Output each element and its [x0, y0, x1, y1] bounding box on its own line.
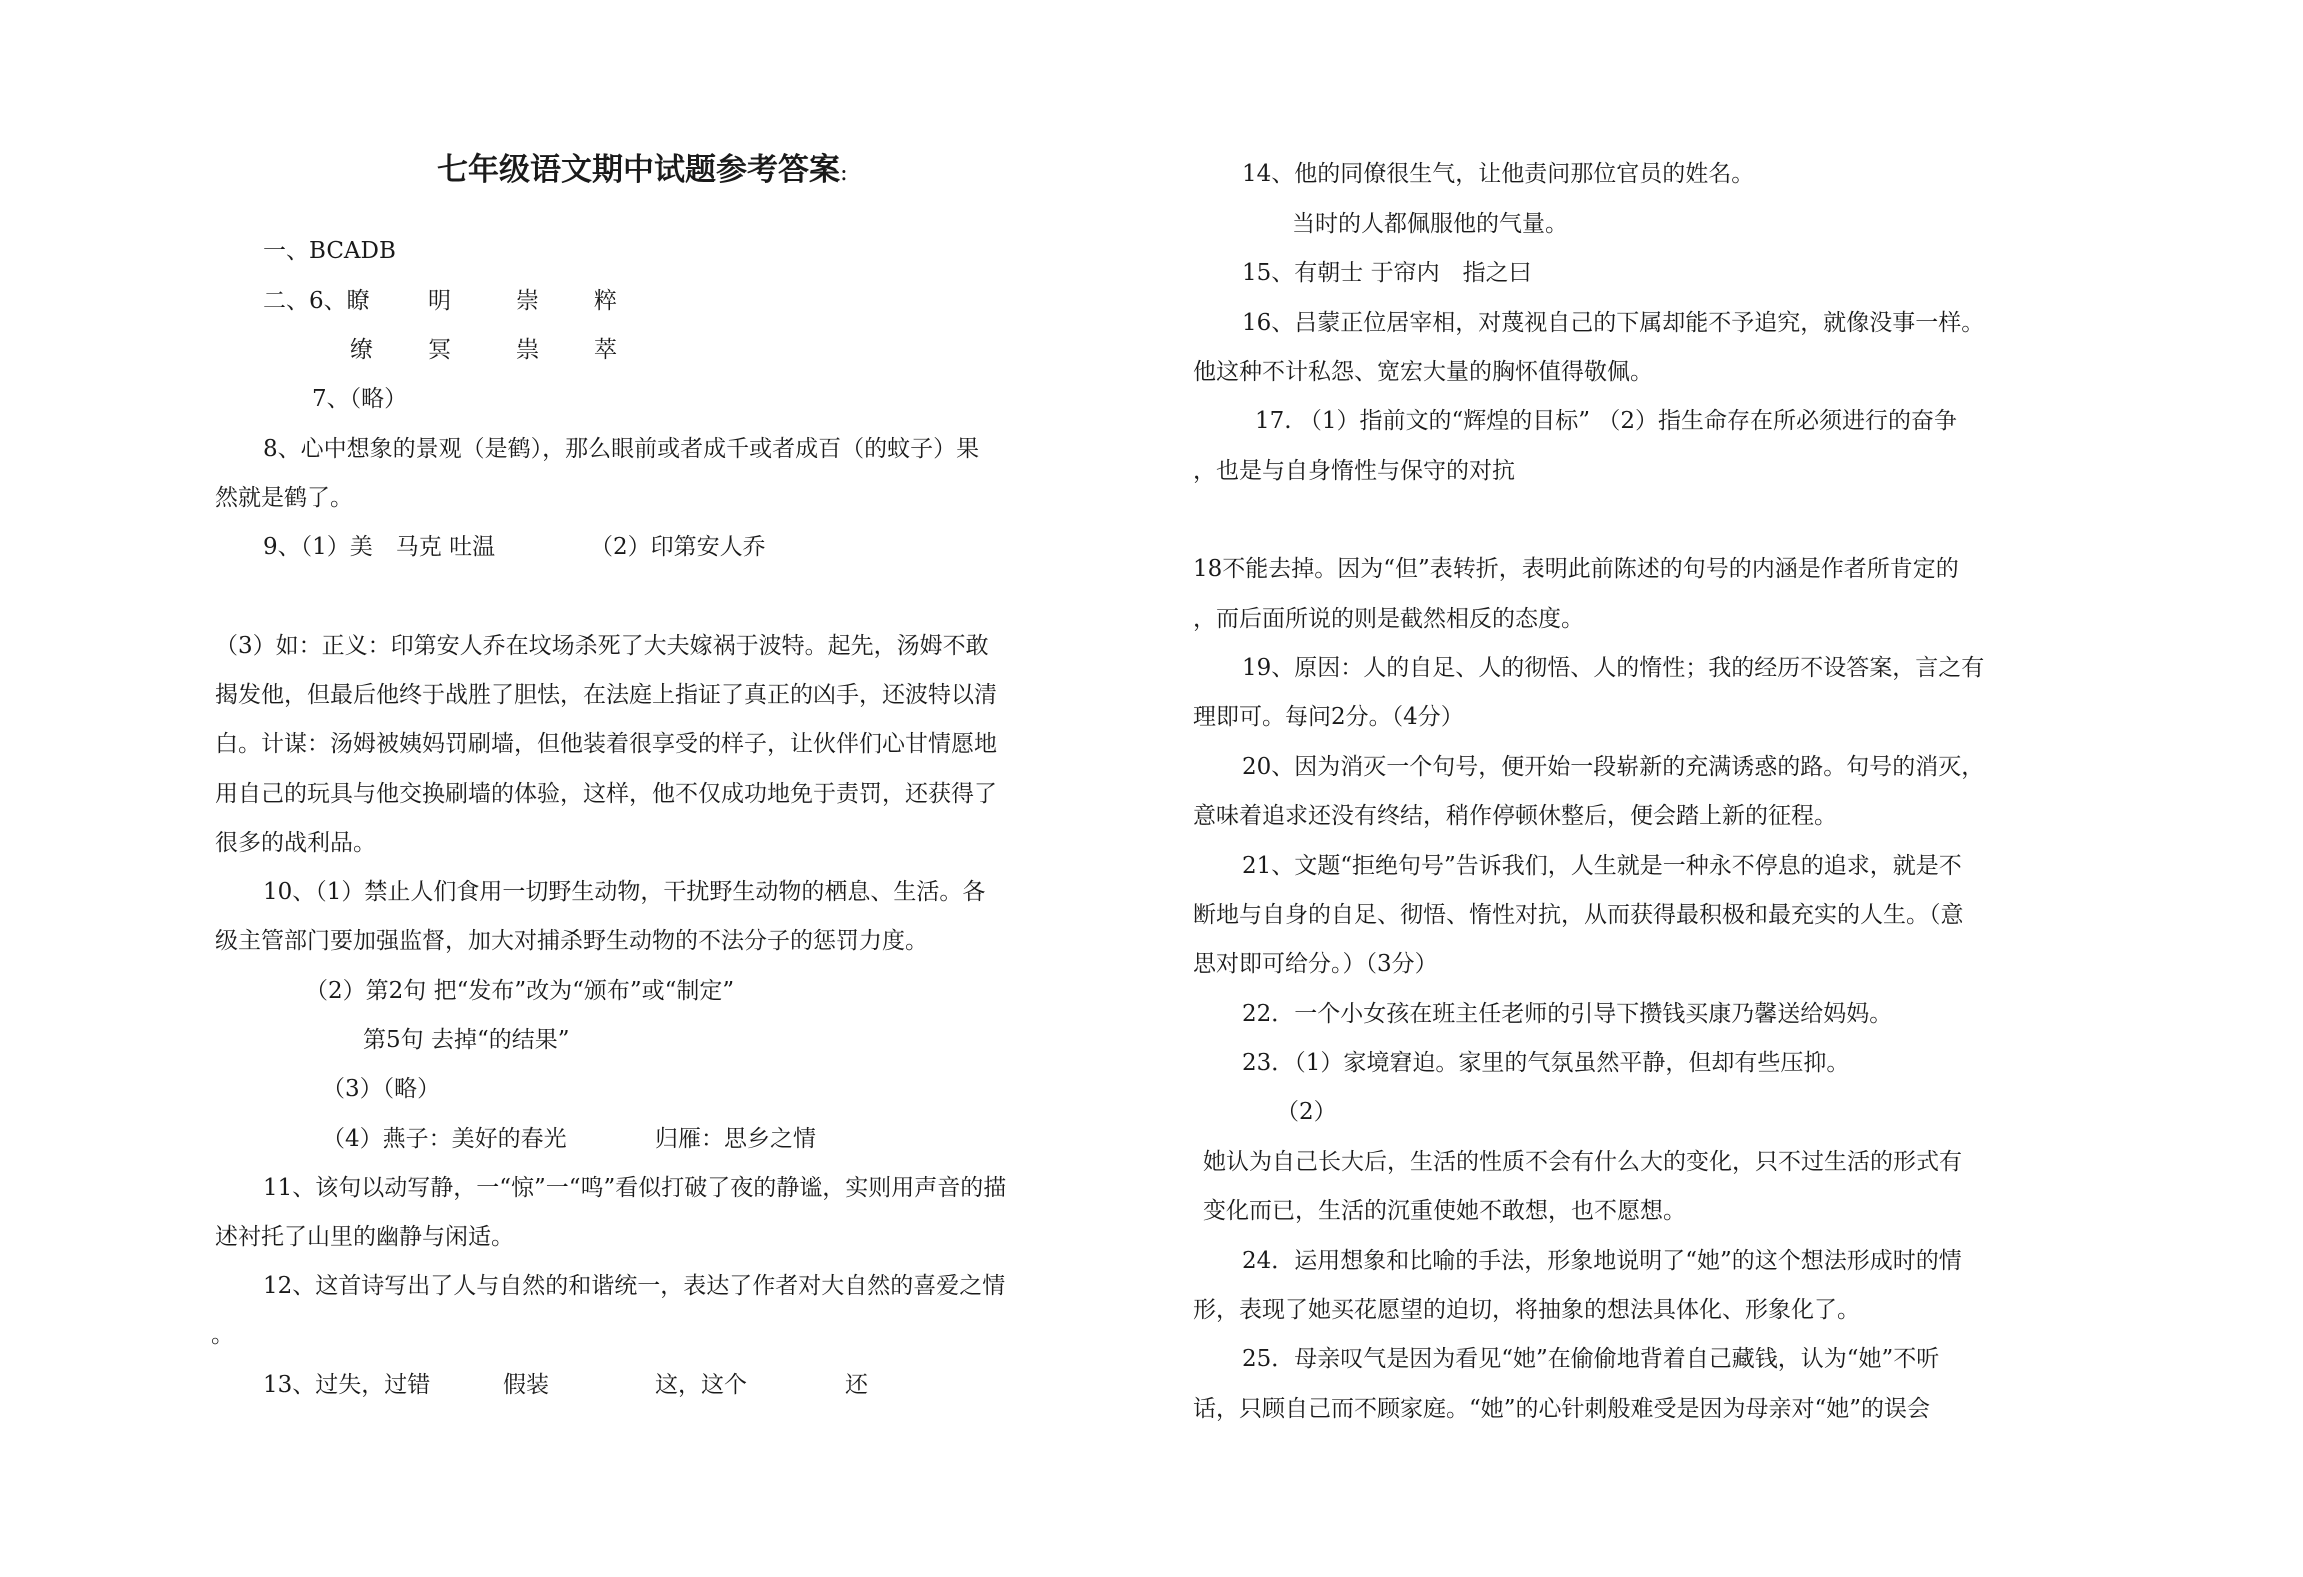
- answer-line-21: 12、这首诗写出了人与自然的和谐统一，表达了作者对大自然的喜爱之情: [263, 1273, 1006, 1299]
- q6-row2-a: 缭: [350, 337, 373, 363]
- q13-b: 假装: [503, 1372, 549, 1398]
- title-colon: :: [840, 160, 848, 186]
- answer-line-r7: ，也是与自身惰性与保守的对抗: [1193, 458, 1515, 484]
- answer-line-2: [263, 286, 617, 316]
- answer-line-r15: 断地与自身的自足、彻悟、惰性对抗，从而获得最积极和最充实的人生。（意: [1193, 902, 1964, 928]
- answer-line-5: 8、心中想象的景观（是鹤），那么眼前或者成千或者成百（的蚊子）果: [263, 436, 980, 462]
- answer-line-12: 很多的战利品。: [215, 830, 376, 856]
- answer-line-r20: 她认为自己长大后，生活的性质不会有什么大的变化，只不过生活的形式有: [1203, 1149, 1962, 1175]
- answer-line-r4: 16、吕蒙正位居宰相，对蔑视自己的下属却能不予追究，就像没事一样。: [1242, 310, 1985, 336]
- q10-4-part1: （4）燕子：美好的春光: [322, 1126, 567, 1152]
- q6-row1-b: 明: [428, 288, 451, 314]
- answer-line-r19: （2）: [1276, 1099, 1337, 1125]
- q6-row2-b: 冥: [428, 337, 451, 363]
- q6-row2-c: 祟: [516, 337, 539, 363]
- q9-part1: 9、（1）美 马克 吐温: [263, 534, 496, 560]
- answer-line-r12: 20、因为消灭一个句号，便开始一段崭新的充满诱惑的路。句号的消灭，: [1242, 754, 1985, 780]
- q6-row1-d: 粹: [594, 288, 617, 314]
- answer-line-r22: 24．运用想象和比喻的手法，形象地说明了“她”的这个想法形成时的情: [1242, 1248, 1962, 1274]
- answer-line-18: [322, 1124, 816, 1154]
- answer-line-10: 白。计谋：汤姆被姨妈罚刷墙，但他装着很享受的样子，让伙伴们心甘情愿地: [215, 731, 997, 757]
- answer-line-8: （3）如：正义：印第安人乔在坟场杀死了大夫嫁祸于波特。起先，汤姆不敢: [215, 633, 989, 659]
- q13-a: 13、过失，过错: [263, 1372, 431, 1398]
- answer-line-14: 级主管部门要加强监督，加大对捕杀野生动物的不法分子的惩罚力度。: [215, 928, 928, 954]
- document-title: [437, 150, 848, 193]
- answer-line-1: 一、BCADB: [263, 238, 396, 264]
- answer-line-16: 第5句 去掉“的结果”: [363, 1027, 570, 1053]
- answer-line-r21: 变化而已，生活的沉重使她不敢想，也不愿想。: [1203, 1198, 1686, 1224]
- answer-line-22: 。: [211, 1322, 234, 1348]
- q6-row2-d: 萃: [594, 337, 617, 363]
- answer-line-r25: 话，只顾自己而不顾家庭。“她”的心针刺般难受是因为母亲对“她”的误会: [1193, 1396, 1931, 1422]
- answer-line-17: （3）（略）: [322, 1076, 441, 1102]
- answer-line-3: [350, 335, 617, 365]
- answer-line-r8: 18不能去掉。因为“但”表转折，表明此前陈述的句号的内涵是作者所肯定的: [1193, 556, 1959, 582]
- answer-line-r13: 意味着追求还没有终结，稍作停顿休整后，便会踏上新的征程。: [1193, 803, 1837, 829]
- q6-row1-a: 二、6、瞭: [263, 288, 370, 314]
- answer-line-15: （2）第2句 把“发布”改为“颁布”或“制定”: [305, 978, 735, 1004]
- q10-4-part2: 归雁：思乡之情: [655, 1126, 816, 1152]
- answer-line-r16: 思对即可给分。）（3分）: [1193, 951, 1438, 977]
- answer-line-6: 然就是鹤了。: [215, 485, 353, 511]
- answer-line-19: 11、该句以动写静，一“惊”一“鸣”看似打破了夜的静谧，实则用声音的描: [263, 1175, 1007, 1201]
- q6-row1-c: 崇: [516, 288, 539, 314]
- answer-line-r10: 19、原因：人的自足、人的彻悟、人的惰性；我的经历不设答案，言之有: [1242, 655, 1985, 681]
- title-text: 七年级语文期中试题参考答案: [437, 152, 840, 188]
- answer-line-r24: 25．母亲叹气是因为看见“她”在偷偷地背着自己藏钱，认为“她”不听: [1242, 1346, 1940, 1372]
- answer-line-9: 揭发他，但最后他终于战胜了胆怯，在法庭上指证了真正的凶手，还波特以清: [215, 682, 997, 708]
- answer-line-7: [263, 532, 766, 562]
- answer-line-r9: ，而后面所说的则是截然相反的态度。: [1193, 606, 1584, 632]
- answer-line-r1: 14、他的同僚很生气，让他责问那位官员的姓名。: [1242, 161, 1755, 187]
- answer-line-r18: 23．（1）家境窘迫。家里的气氛虽然平静，但却有些压抑。: [1242, 1050, 1850, 1076]
- answer-line-r6: 17. （1）指前文的“辉煌的目标” （2）指生命存在所必须进行的奋争: [1255, 408, 1957, 434]
- answer-line-r5: 他这种不计私怨、宽宏大量的胸怀值得敬佩。: [1193, 359, 1653, 385]
- answer-line-r23: 形，表现了她买花愿望的迫切，将抽象的想法具体化、形象化了。: [1193, 1297, 1860, 1323]
- answer-line-13: 10、（1）禁止人们食用一切野生动物，干扰野生动物的栖息、生活。各: [263, 879, 986, 905]
- answer-line-r11: 理即可。每问2分。（4分）: [1193, 704, 1464, 730]
- q9-part2: （2）印第安人乔: [590, 534, 766, 560]
- answer-line-r14: 21、文题“拒绝句号”告诉我们，人生就是一种永不停息的追求，就是不: [1242, 853, 1962, 879]
- answer-line-r17: 22．一个小女孩在班主任老师的引导下攒钱买康乃馨送给妈妈。: [1242, 1001, 1893, 1027]
- answer-line-20: 述衬托了山里的幽静与闲适。: [215, 1224, 514, 1250]
- answer-line-11: 用自己的玩具与他交换刷墙的体验，这样，他不仅成功地免于责罚，还获得了: [215, 781, 997, 807]
- q13-d: 还: [845, 1372, 868, 1398]
- q13-c: 这，这个: [655, 1372, 747, 1398]
- answer-line-r3: 15、有朝士 于帘内 指之曰: [1242, 260, 1532, 286]
- answer-line-4: 7、（略）: [312, 386, 408, 412]
- answer-line-23: [263, 1370, 868, 1400]
- answer-line-r2: 当时的人都佩服他的气量。: [1292, 211, 1568, 237]
